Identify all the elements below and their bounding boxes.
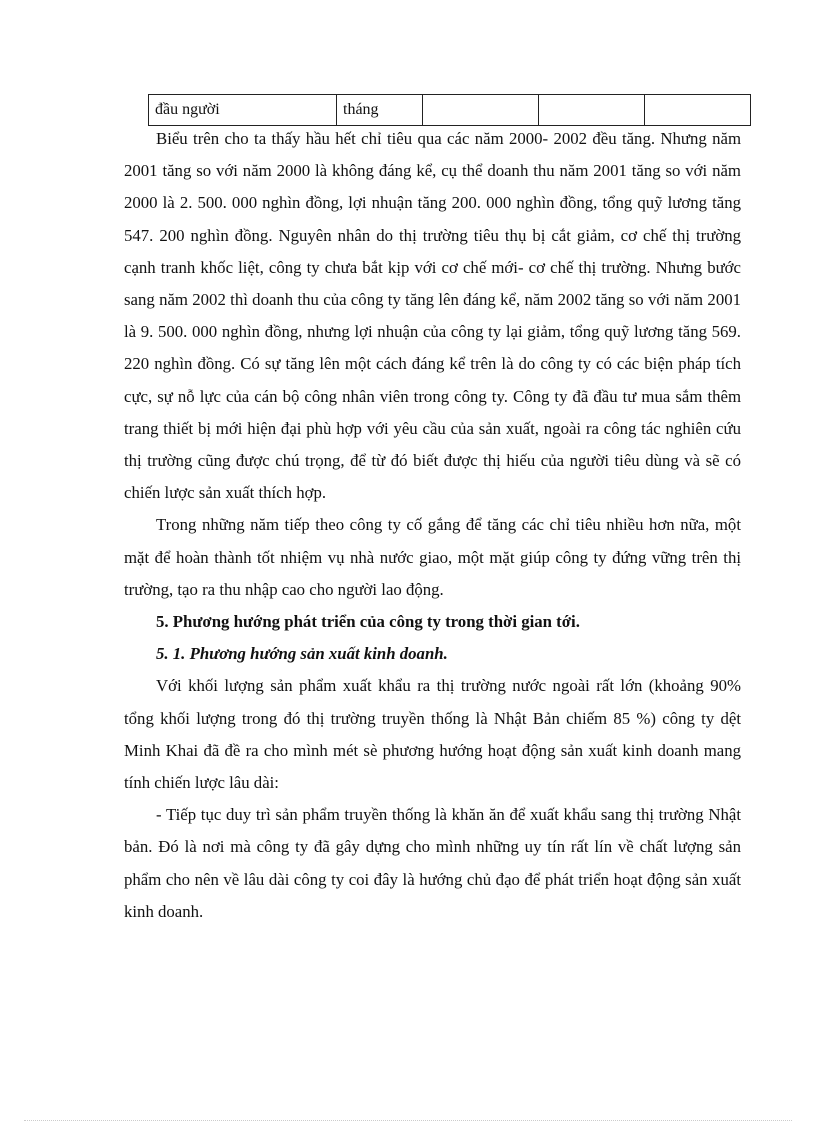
body-paragraph: - Tiếp tục duy trì sản phẩm truyền thống là khăn ăn để xuất khẩu sang thị trường Nhật bản. Đó là nơi mà công ty đã gây dựng cho mình những uy tín rất lín về chất lượng sản phẩm cho nên về lâu dài công ty coi đây là hướng chủ đạo để phát triển hoạt động sản xuất kinh doanh. (124, 805, 741, 921)
page-bottom-divider (24, 1120, 792, 1121)
body-paragraph: Biểu trên cho ta thấy hầu hết chỉ tiêu qua các năm 2000- 2002 đều tăng. Nhưng năm 2001 tăng so với năm 2000 là không đáng kể, cụ thể doanh thu năm 2001 tăng so với năm 2000 là 2. 500. 000 nghìn đồng, lợi nhuận tăng 200. 000 nghìn đồng, tổng quỹ lương tăng 547. 200 nghìn đồng. Nguyên nhân do thị trường tiêu thụ bị cắt giảm, cơ chế thị trường cạnh tranh khốc liệt, công ty chưa bắt kịp với cơ chế mới- cơ chế thị trường. Nhưng bước sang năm 2002 thì doanh thu của công ty tăng lên đáng kể, năm 2002 tăng so với năm 2001 là 9. 500. 000 nghìn đồng, nhưng lợi nhuận của công ty lại giảm, tổng quỹ lương tăng 569. 220 nghìn đồng. Có sự tăng lên một cách đáng kể trên là do công ty có các biện pháp tích cực, sự nỗ lực của cán bộ công nhân viên trong công ty. Công ty đã đầu tư mua sắm thêm trang thiết bị mới hiện đại phù hợp với yêu cầu của sản xuất, ngoài ra công tác nghiên cứu thị trường cũng được chú trọng, để từ đó biết được thị hiếu của người tiêu dùng và sẽ có chiến lược sản xuất thích hợp. (124, 129, 741, 503)
subsection-heading: 5. 1. Phương hướng sản xuất kinh doanh. (156, 644, 448, 664)
table-cell (539, 95, 645, 126)
body-paragraph: Trong những năm tiếp theo công ty cố gắng để tăng các chỉ tiêu nhiều hơn nữa, một mặt để hoàn thành tốt nhiệm vụ nhà nước giao, một mặt giúp công ty đứng vững trên thị trường, tạo ra thu nhập cao cho người lao động. (124, 515, 741, 599)
table-cell (645, 95, 751, 126)
document-body (124, 123, 741, 928)
section-heading: 5. Phương hướng phát triển của công ty trong thời gian tới. (156, 612, 580, 632)
table-cell: đầu người (149, 95, 337, 126)
table-fragment (148, 94, 751, 126)
table-cell (423, 95, 539, 126)
table-cell: tháng (337, 95, 423, 126)
body-paragraph: Với khối lượng sản phẩm xuất khẩu ra thị trường nước ngoài rất lớn (khoảng 90% tổng khối lượng trong đó thị trường truyền thống là Nhật Bản chiếm 85 %) công ty dệt Minh Khai đã đề ra cho mình mét sè phương hướng hoạt động sản xuất kinh doanh mang tính chiến lược lâu dài: (124, 676, 741, 793)
table-row (149, 95, 751, 126)
